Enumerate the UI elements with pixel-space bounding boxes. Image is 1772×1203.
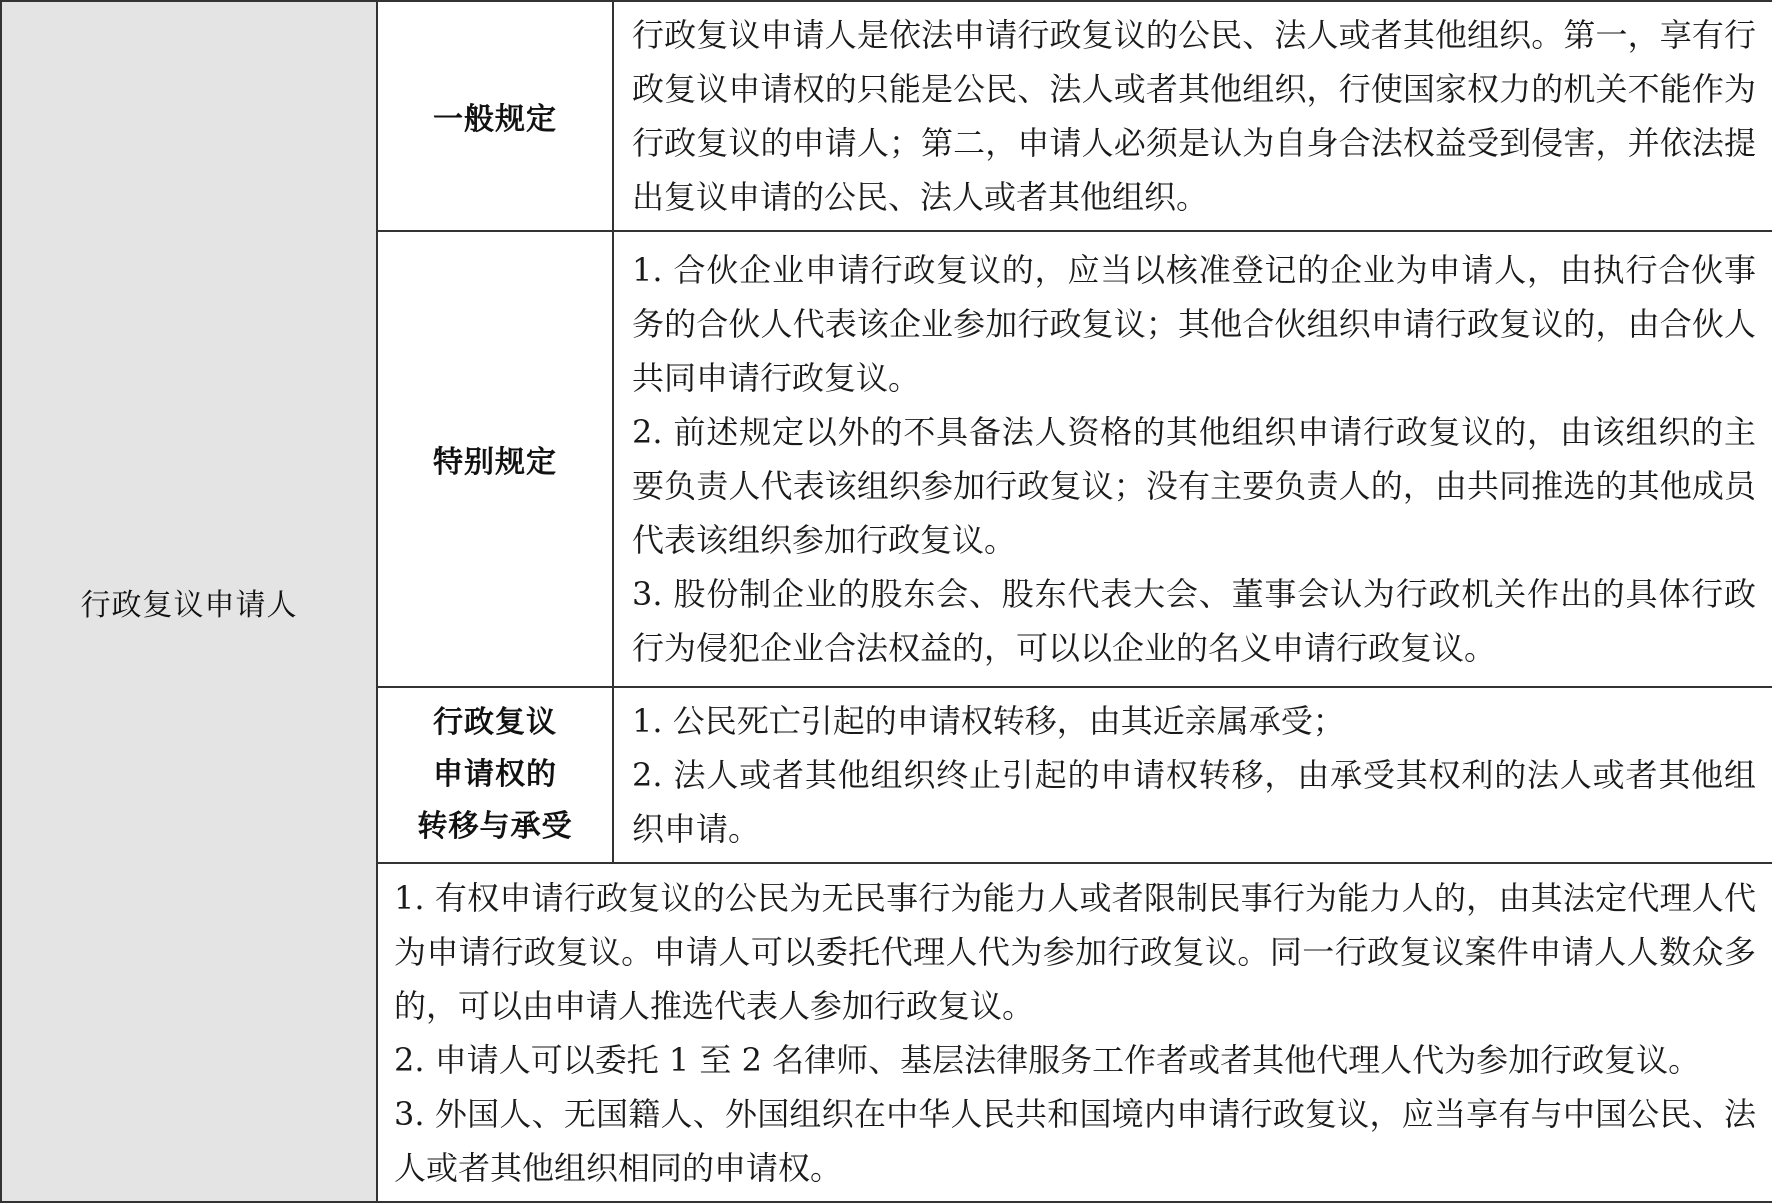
heading-special: 特别规定 [433,445,557,480]
transfer-item-1: 1. 公民死亡引起的申请权转移，由其近亲属承受； [632,702,1345,740]
heading-general-cell [377,1,613,231]
heading-transfer-cell [377,687,613,863]
agent-item-1: 1. 有权申请行政复议的公民为无民事行为能力人或者限制民事行为能力人的，由其法定代理人代为申请行政复议。申请人可以委托代理人代为参加行政复议。同一行政复议案件申请人人数众多的，可以由申请人推选代表人参加行政复议。 [394,878,1756,1025]
content-special-cell [613,231,1772,687]
agent-item-2: 2. 申请人可以委托 1 至 2 名律师、基层法律服务工作者或者其他代理人代为参加行政复议。 [394,1040,1701,1079]
heading-general: 一般规定 [433,102,557,137]
transfer-item-2: 2. 法人或者其他组织终止引起的申请权转移，由承受其权利的法人或者其他组织申请。 [632,756,1756,848]
general-paragraph: 行政复议申请人是依法申请行政复议的公民、法人或者其他组织。第一，享有行政复议申请权的只能是公民、法人或者其他组织，行使国家权力的机关不能作为行政复议的申请人；第二，申请人必须是认为自身合法权益受到侵害，并依法提出复议申请的公民、法人或者其他组织。 [632,16,1756,216]
heading-transfer-line-2: 申请权的 [433,757,557,792]
content-agent-cell [377,863,1772,1202]
category-label: 行政复议申请人 [80,587,298,623]
heading-transfer-line-3: 转移与承受 [417,809,573,844]
special-item-1: 1. 合伙企业申请行政复议的，应当以核准登记的企业为申请人，由执行合伙事务的合伙人代表该企业参加行政复议；其他合伙组织申请行政复议的，由合伙人共同申请行政复议。 [632,251,1756,397]
heading-transfer-line-1: 行政复议 [433,705,557,740]
heading-special-cell [377,231,613,687]
content-transfer-cell [613,687,1772,863]
agent-item-3: 3. 外国人、无国籍人、外国组织在中华人民共和国境内申请行政复议，应当享有与中国公民、法人或者其他组织相同的申请权。 [394,1094,1756,1187]
special-item-2: 2. 前述规定以外的不具备法人资格的其他组织申请行政复议的，由该组织的主要负责人代表该组织参加行政复议；没有主要负责人的，由共同推选的其他成员代表该组织参加行政复议。 [632,413,1756,559]
category-cell [1,1,377,1202]
content-general-cell [613,1,1772,231]
special-item-3: 3. 股份制企业的股东会、股东代表大会、董事会认为行政机关作出的具体行政行为侵犯企业合法权益的，可以以企业的名义申请行政复议。 [632,575,1756,667]
